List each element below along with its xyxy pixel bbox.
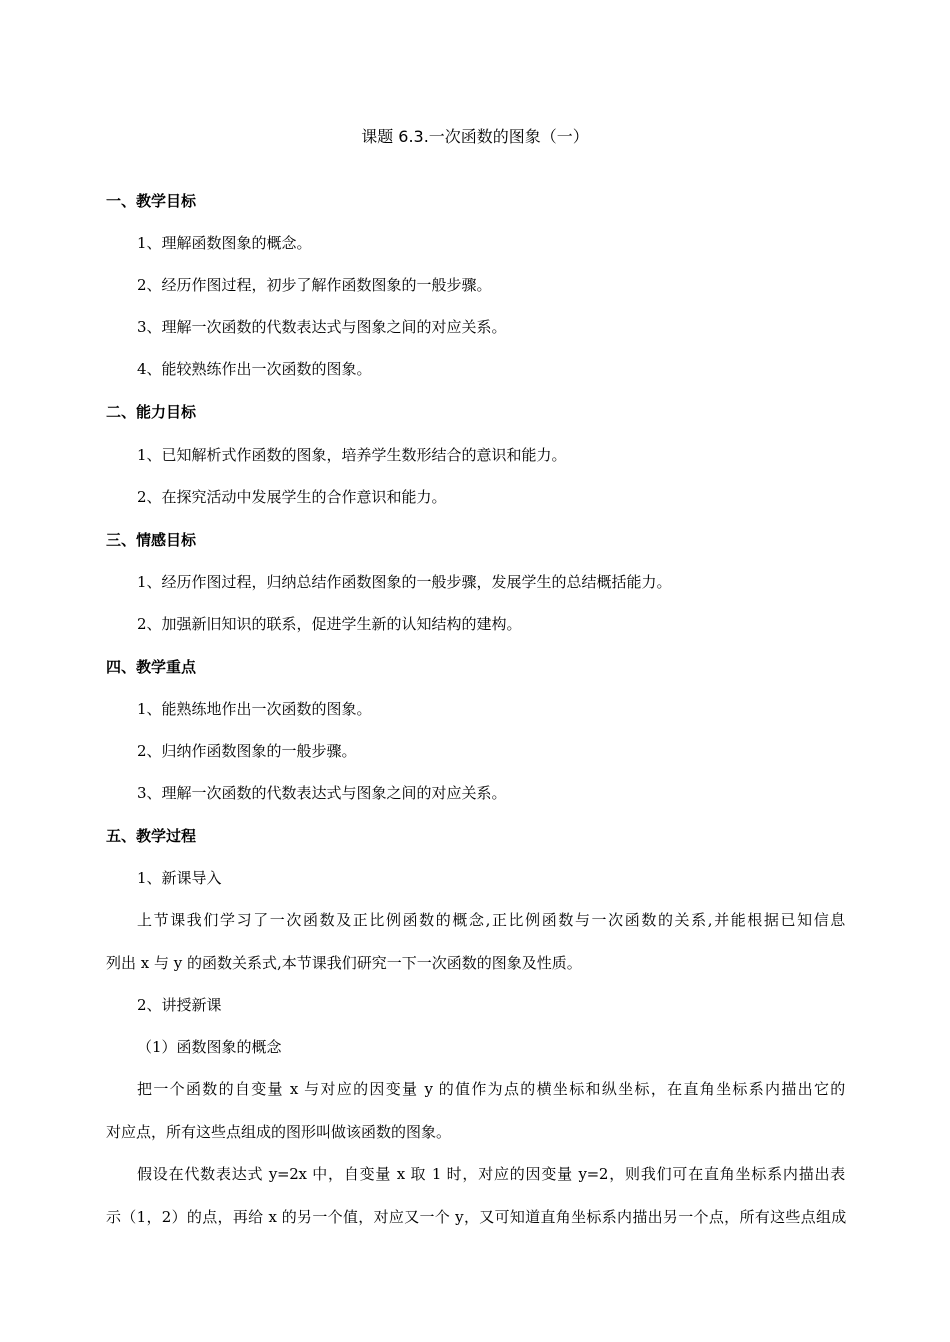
list-item: 1、经历作图过程，归纳总结作函数图象的一般步骤，发展学生的总结概括能力。: [137, 573, 672, 591]
list-item: 2、加强新旧知识的联系，促进学生新的认知结构的建构。: [137, 615, 522, 633]
section-heading-emotion-goals: 三、情感目标: [106, 531, 197, 549]
paragraph-line: 把一个函数的自变量 x 与对应的因变量 y 的值作为点的横坐标和纵坐标，在直角坐标系内描出它的: [137, 1080, 845, 1098]
list-item: 1、已知解析式作函数的图象，培养学生数形结合的意识和能力。: [137, 446, 567, 464]
paragraph-line: 上节课我们学习了一次函数及正比例函数的概念,正比例函数与一次函数的关系,并能根据已知信息: [137, 911, 845, 929]
subsection-heading: 2、讲授新课: [137, 996, 222, 1014]
list-item: 3、理解一次函数的代数表达式与图象之间的对应关系。: [137, 318, 507, 336]
subsection-heading: （1）函数图象的概念: [137, 1038, 282, 1056]
paragraph-line: 假设在代数表达式 y=2x 中，自变量 x 取 1 时，对应的因变量 y=2，则我们可在直角坐标系内描出表: [137, 1165, 845, 1183]
list-item: 4、能较熟练作出一次函数的图象。: [137, 360, 372, 378]
paragraph-line: 对应点，所有这些点组成的图形叫做该函数的图象。: [106, 1123, 452, 1141]
section-heading-teaching-goals: 一、教学目标: [106, 192, 197, 210]
list-item: 2、归纳作函数图象的一般步骤。: [137, 742, 357, 760]
paragraph-line: 列出 x 与 y 的函数关系式,本节课我们研究一下一次函数的图象及性质。: [106, 954, 582, 972]
subsection-heading: 1、新课导入: [137, 869, 222, 887]
list-item: 2、经历作图过程，初步了解作函数图象的一般步骤。: [137, 276, 492, 294]
list-item: 1、理解函数图象的概念。: [137, 234, 312, 252]
list-item: 2、在探究活动中发展学生的合作意识和能力。: [137, 488, 447, 506]
section-heading-ability-goals: 二、能力目标: [106, 403, 197, 421]
list-item: 3、理解一次函数的代数表达式与图象之间的对应关系。: [137, 784, 507, 802]
paragraph-line: 示（1，2）的点，再给 x 的另一个值，对应又一个 y，又可知道直角坐标系内描出另一个点，所有这些点组成: [106, 1208, 846, 1226]
section-heading-key-points: 四、教学重点: [106, 658, 197, 676]
section-heading-teaching-process: 五、教学过程: [106, 827, 197, 845]
document-title: 课题 6.3.一次函数的图象（一）: [361, 127, 589, 146]
list-item: 1、能熟练地作出一次函数的图象。: [137, 700, 372, 718]
